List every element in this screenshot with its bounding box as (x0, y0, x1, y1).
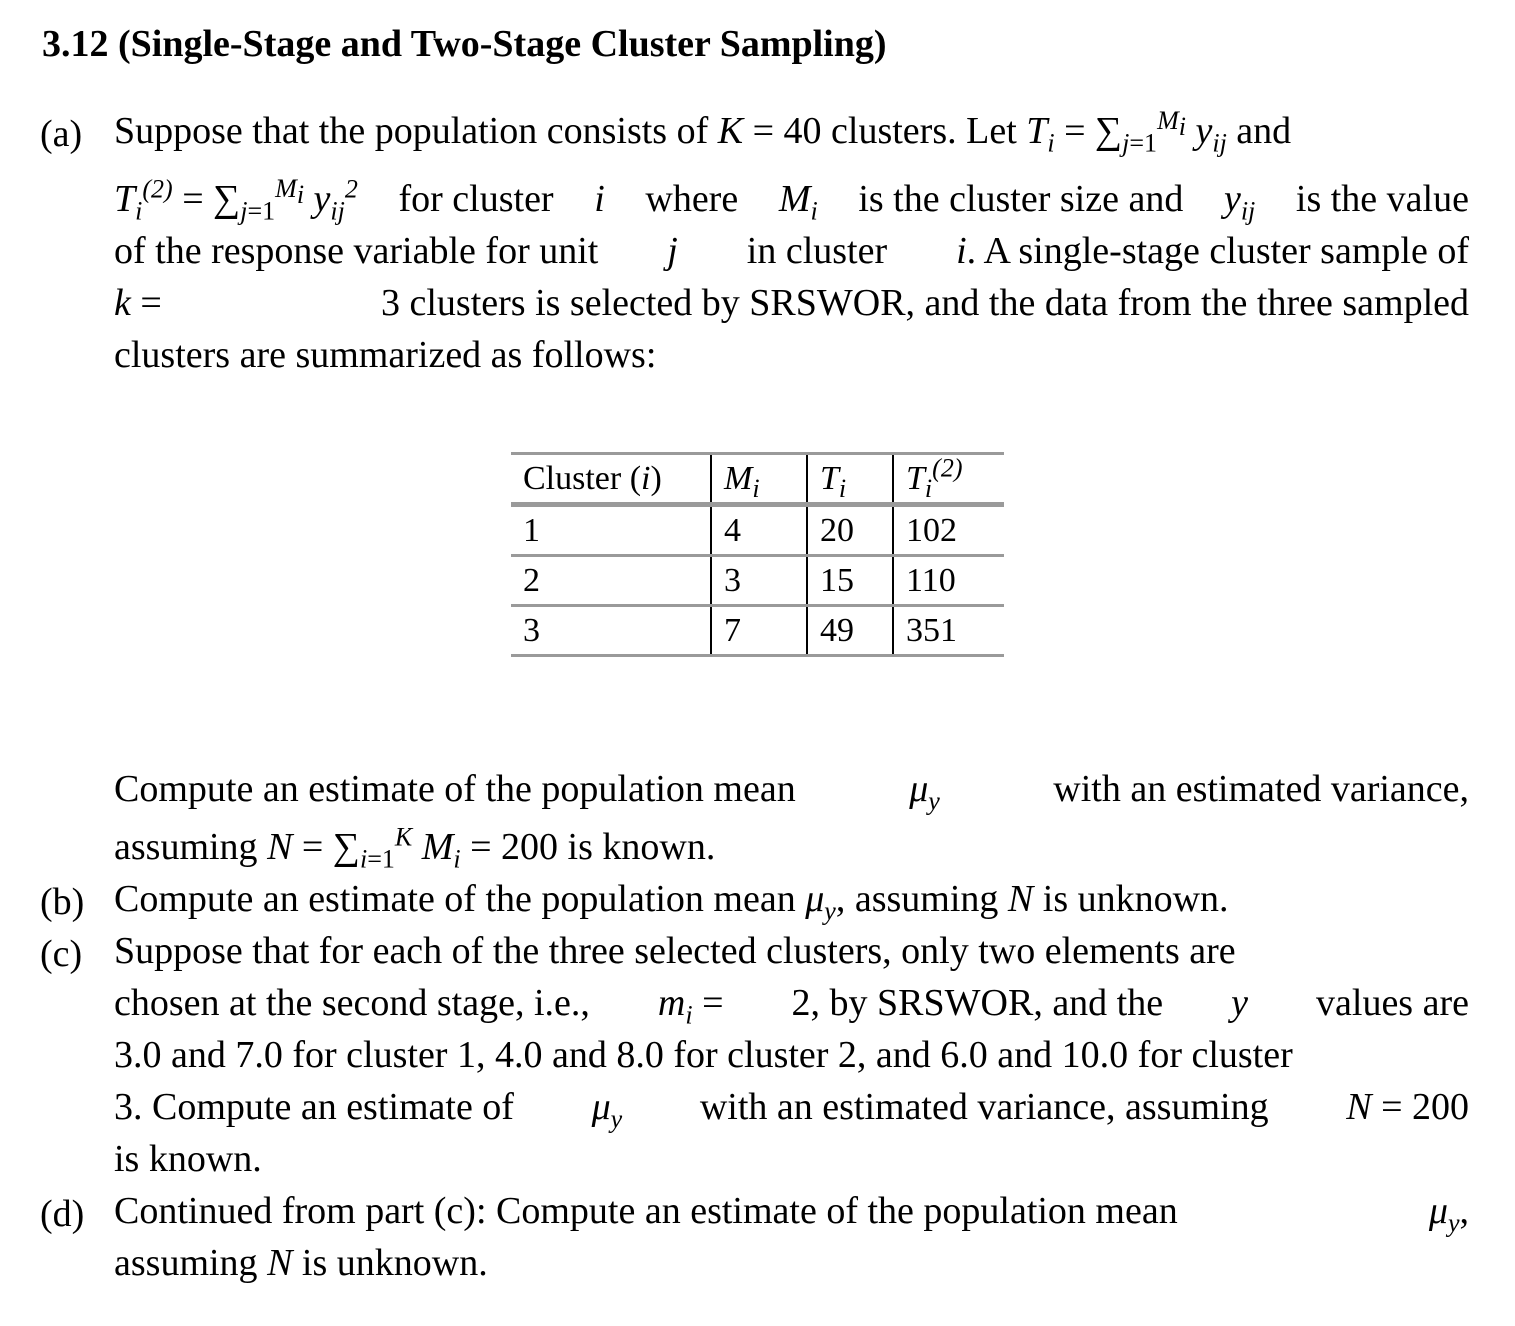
part-c-line-3: 3.0 and 7.0 for cluster 1, 4.0 and 8.0 for cluster 2, and 6.0 and 10.0 for cluster (114, 1034, 1293, 1076)
part-b-text: Compute an estimate of the population mean $\mu_y$, assuming N is unknown. (114, 878, 1229, 926)
part-a-assuming-line: assuming $N = \sum_{i=1}^K$ $M_i = 200$ is known. (114, 822, 716, 874)
part-a-line-3: of the response variable for unit j in cluster i. A single-stage cluster sample of (114, 230, 1469, 272)
table-row (511, 556, 1004, 606)
table-row (511, 505, 1004, 556)
part-a-line-5: clusters are summarized as follows: (114, 334, 657, 376)
header-ti2: $T_i^{(2)}$ (906, 453, 963, 503)
table-cell: 2 (511, 556, 711, 606)
table-row (511, 606, 1004, 656)
header-ti: $T_i$ (807, 454, 893, 505)
part-d-line-2: assuming N is unknown. (114, 1242, 488, 1284)
table-cell: 351 (906, 611, 957, 649)
table-cell: 49 (807, 606, 893, 656)
table-cell: 3 (511, 606, 711, 656)
part-c-line-1: Suppose that for each of the three selected clusters, only two elements are (114, 930, 1236, 972)
table-cell: 20 (807, 505, 893, 556)
table-cell: 4 (711, 505, 807, 556)
table-cell: 3 (711, 556, 807, 606)
table-cell: 110 (906, 561, 956, 599)
part-a-compute-line: Compute an estimate of the population mean $\mu_y$ with an estimated variance, (114, 768, 1469, 816)
table-cell: 15 (807, 556, 893, 606)
cluster-data-table (511, 452, 1004, 657)
part-c-label: (c) (40, 933, 83, 975)
part-a-label: (a) (40, 113, 83, 155)
problem-title: 3.12 (Single-Stage and Two-Stage Cluster Sampling) (42, 23, 887, 65)
part-d-label: (d) (40, 1193, 85, 1235)
part-a-line-1: Suppose that the population consists of K = 40 clusters. Let $T_i = \sum_{j=1}^{M_i}$ $y_{ij}$ and (114, 106, 1292, 158)
part-c-line-2: chosen at the second stage, i.e., $m_i$ = 2, by SRSWOR, and the y values are (114, 982, 1469, 1030)
part-a-line-2: $T_i^{(2)} = \sum_{j=1}^{M_i}$ $y_{ij}^2$ for cluster i where $M_i$ is the cluster size and $y_{ij}$ is the value (114, 174, 1469, 226)
part-a-line-4: k = 3 clusters is selected by SRSWOR, and the data from the three sampled (114, 282, 1469, 324)
table-header-row (511, 454, 1004, 505)
table-cell: 7 (711, 606, 807, 656)
header-cluster: Cluster (i) (511, 454, 711, 505)
header-mi: $M_i$ (711, 454, 807, 505)
part-b-label: (b) (40, 881, 85, 923)
table-cell: 1 (511, 505, 711, 556)
table-cell: 102 (906, 511, 957, 549)
part-d-line-1: Continued from part (c): Compute an estimate of the population mean $\mu_y$, (114, 1190, 1469, 1238)
part-c-line-4: 3. Compute an estimate of $\mu_y$ with an estimated variance, assuming N = 200 (114, 1086, 1469, 1134)
part-c-line-5: is known. (114, 1138, 262, 1180)
